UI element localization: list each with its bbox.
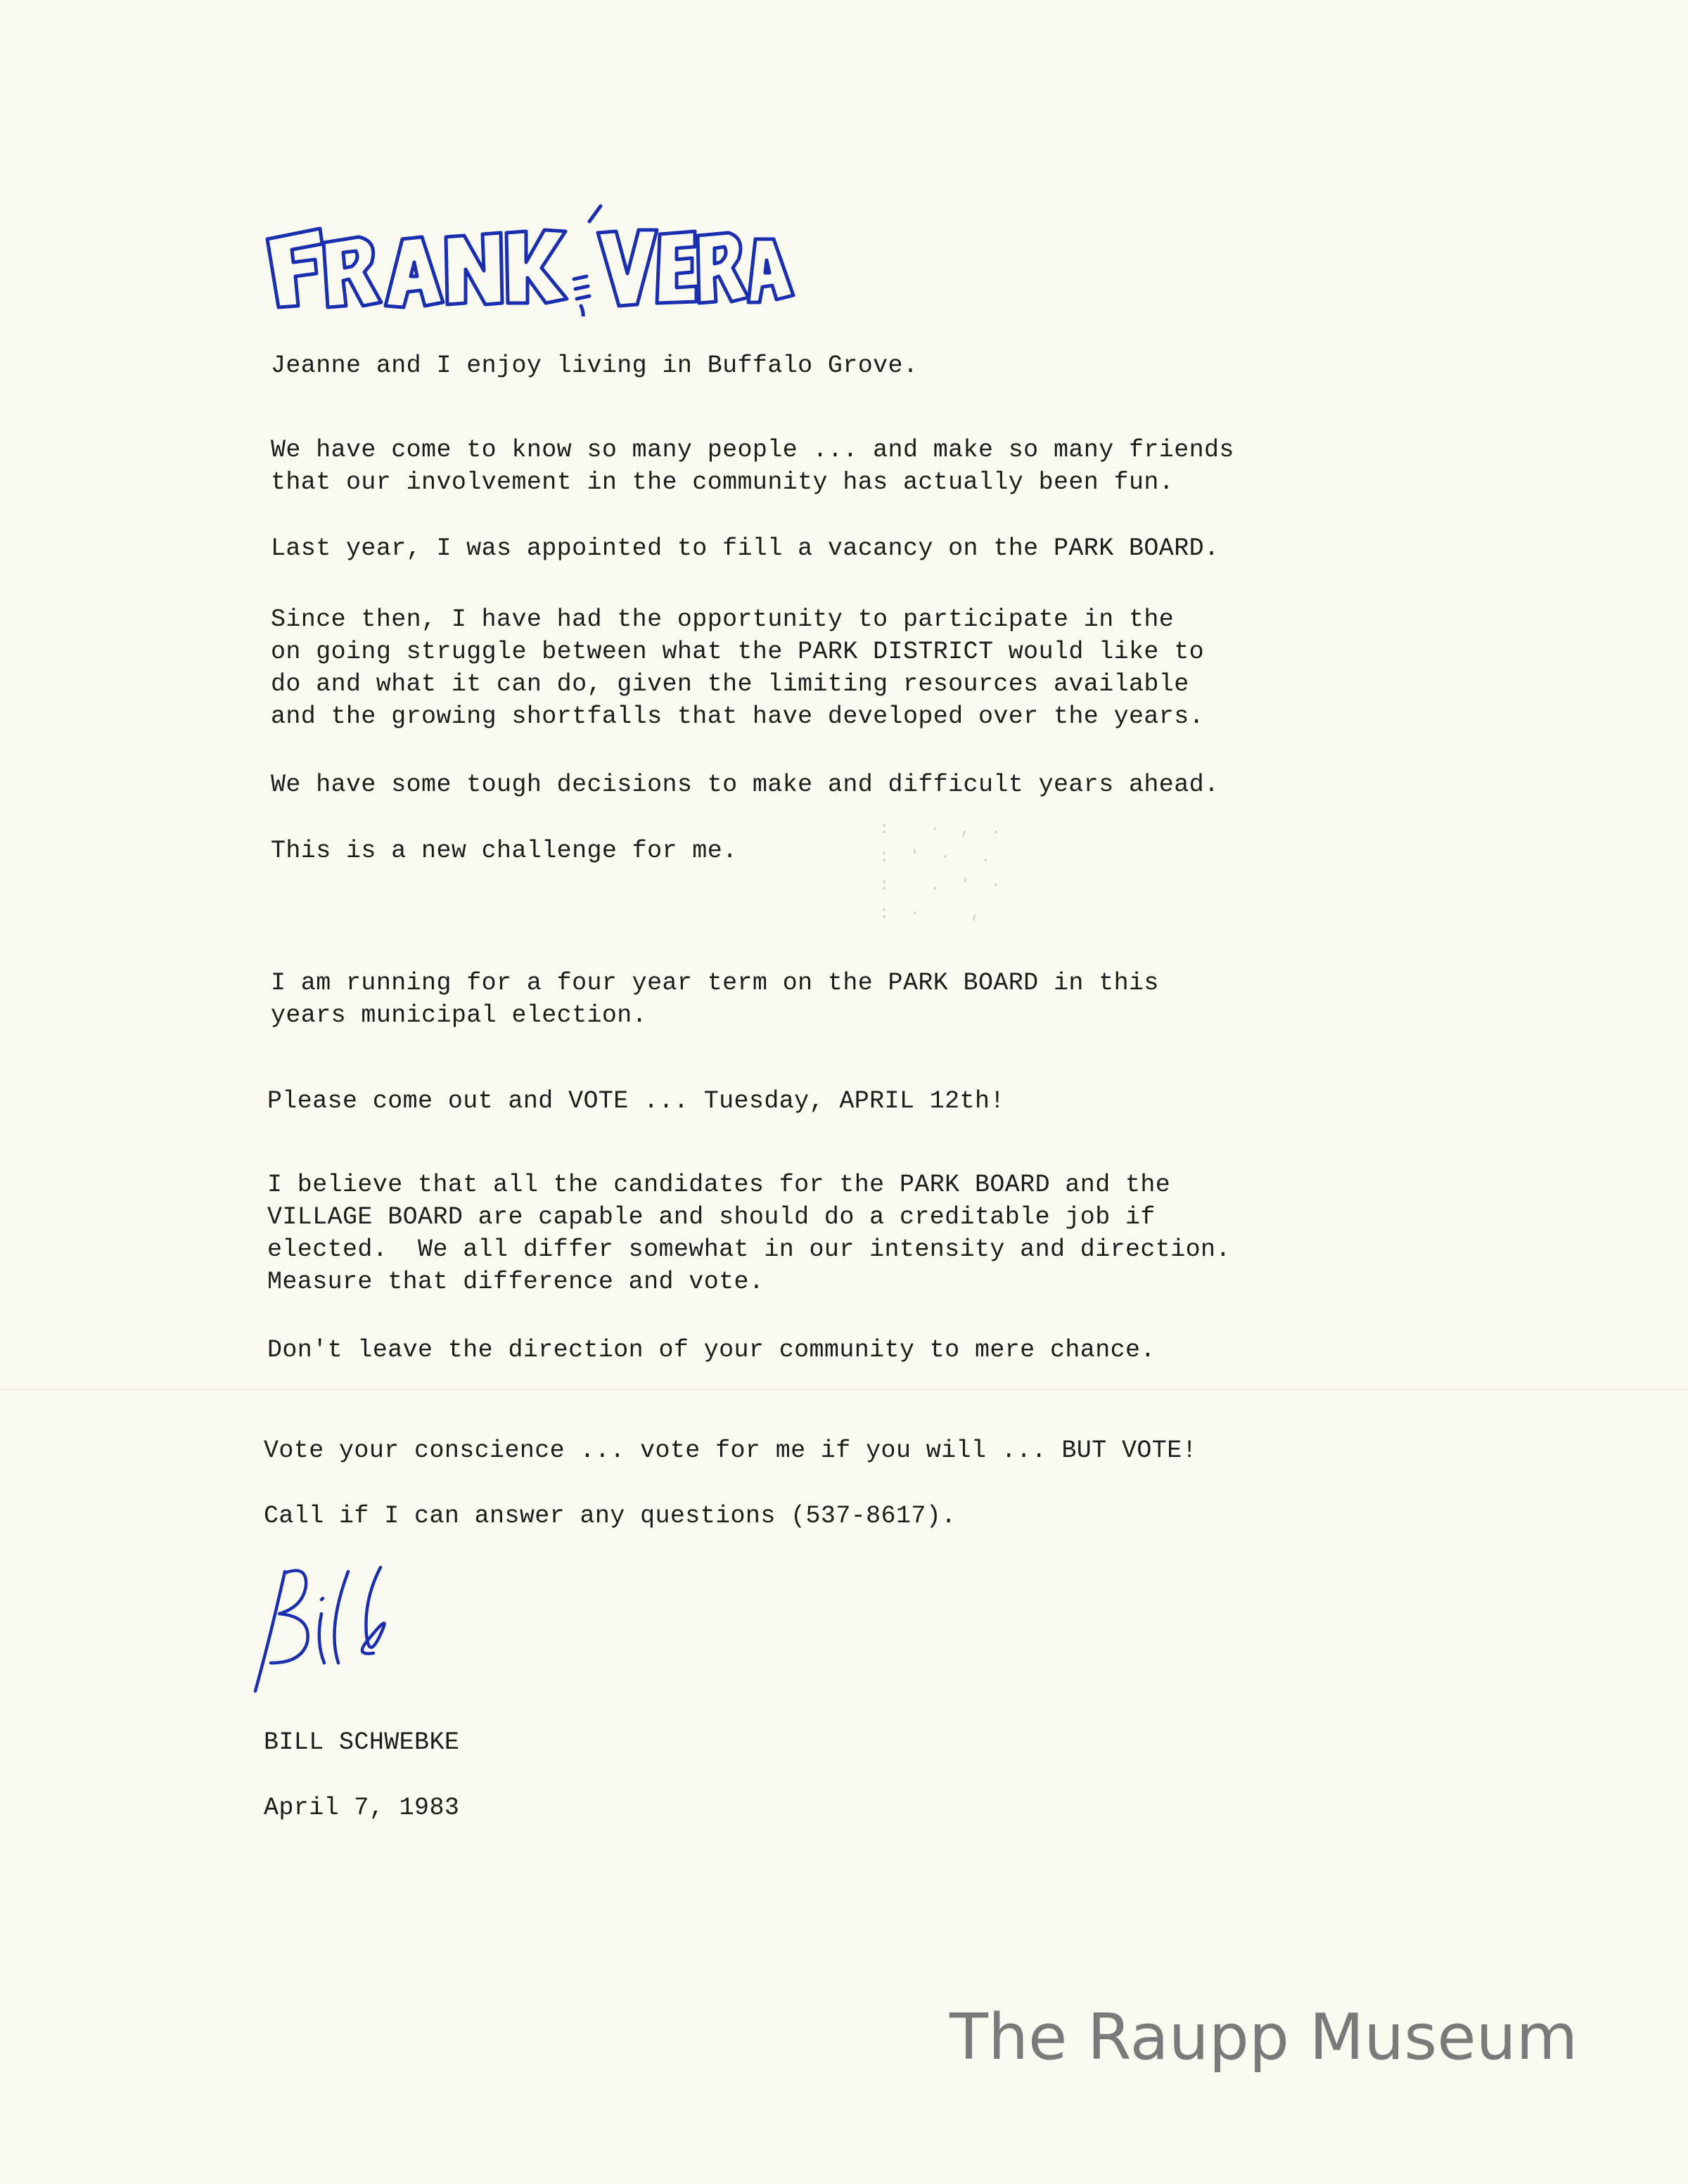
signer-name: BILL SCHWEBKE <box>264 1728 460 1756</box>
paragraph-challenge: This is a new challenge for me. <box>271 837 738 865</box>
paragraph-park-district: Since then, I have had the opportunity to participate in the on going struggle between what the PARK DISTRICT would like to do and what it can do, given the limiting resources available and the growing shortfalls that have developed over the years. <box>271 605 1205 731</box>
museum-watermark: The Raupp Museum <box>950 2000 1578 2074</box>
paragraph-friends: We have come to know so many people ... and make so many friends that our involvement in the community has actually been fun. <box>271 436 1234 496</box>
bleed-through-marks: : · , . : ' · . : . ' · : · , <box>879 820 1001 923</box>
paragraph-appointment: Last year, I was appointed to fill a vacancy on the PARK BOARD. <box>271 534 1220 563</box>
handwritten-heading-end <box>746 211 809 316</box>
paragraph-vote-conscience: Vote your conscience ... vote for me if you will ... BUT VOTE! <box>264 1437 1198 1465</box>
paragraph-running: I am running for a four year term on the PARK BOARD in this years municipal election. <box>271 969 1159 1029</box>
letter-date: April 7, 1983 <box>264 1794 460 1822</box>
paragraph-direction: Don't leave the direction of your community to mere chance. <box>267 1336 1156 1364</box>
handwritten-heading <box>253 200 774 316</box>
paragraph-tough-decisions: We have some tough decisions to make and difficult years ahead. <box>271 771 1220 799</box>
paragraph-vote-date: Please come out and VOTE ... Tuesday, APRIL 12th! <box>267 1087 1005 1115</box>
paper-fold-line <box>0 1389 1688 1390</box>
paragraph-call: Call if I can answer any questions (537-8617). <box>264 1502 957 1530</box>
paragraph-opening: Jeanne and I enjoy living in Buffalo Grove. <box>271 352 919 380</box>
paragraph-candidates: I believe that all the candidates for the PARK BOARD and the VILLAGE BOARD are capable and should do a creditable job if elected. We all differ somewhat in our intensity and direction. Measure that difference and vote. <box>267 1171 1231 1296</box>
handwritten-signature <box>243 1557 404 1698</box>
